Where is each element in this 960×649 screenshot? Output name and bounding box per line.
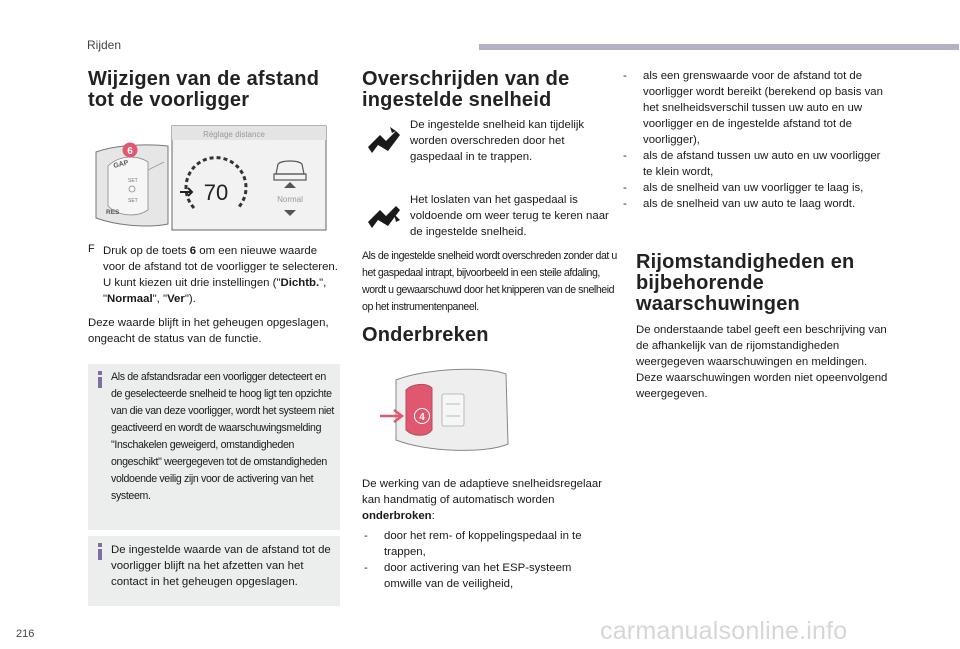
accelerator-press-icon	[366, 125, 402, 155]
interrupt-intro: De werking van de adaptieve snelheidsregelaar kan handmatig of automatisch worden onderbroken:	[362, 478, 602, 522]
stalk-label-set-plus: SET	[128, 178, 138, 184]
overspeed-note: Als de ingestelde snelheid wordt overschreden zonder dat u het gaspedaal intrapt, bijvoorbeeld in een steile afdaling, wordt u gewaarschuwd door het knipperen van de snelheid op het instrumentenpaneel.	[362, 250, 617, 313]
info-box-memory	[88, 536, 340, 606]
step-text-prefix: Druk op de toets	[103, 245, 190, 257]
info-icon	[95, 543, 105, 560]
section-label: Rijden	[87, 38, 122, 52]
list-item: - als de afstand tussen uw auto en uw voorligger te klein wordt,	[621, 148, 889, 180]
col1-paragraph: Deze waarde blijft in het geheugen opgeslagen, ongeacht de status van de functie.	[88, 317, 329, 345]
interrupt-figure	[376, 360, 516, 458]
speed-value: 70	[203, 180, 229, 205]
screen-mode: Normal	[277, 195, 303, 204]
interrupt-bold: onderbroken	[362, 510, 432, 522]
info-icon	[95, 371, 105, 388]
display-screen	[172, 126, 326, 230]
interrupt-title: Onderbreken	[362, 324, 489, 346]
watermark: carmanualsonline.info	[600, 617, 848, 645]
option-ver: Ver	[167, 293, 185, 305]
page-number: 216	[16, 628, 35, 640]
step-arrow: F	[88, 243, 95, 255]
stalk-label-res: RES	[106, 209, 120, 216]
option-normaal: Normaal	[107, 293, 153, 305]
callout-4-label: 4	[419, 412, 425, 423]
step-key: 6	[189, 245, 197, 257]
list-item: - door activering van het ESP-systeem omwille van de veiligheid,	[362, 560, 612, 592]
step-instruction: F Druk op de toets 6 om een nieuwe waarde voor de afstand tot de voorligger te selecteren. U kunt kiezen uit drie instellingen ("Dichtb.", "Normaal", "Ver").	[88, 243, 338, 305]
interrupt-list	[362, 528, 612, 592]
distance-settings-figure	[88, 122, 332, 236]
col2-title: Overschrijden van de ingestelde snelheid	[362, 68, 570, 111]
screen-title: Réglage distance	[203, 130, 265, 139]
press-text: De ingestelde snelheid kan tijdelijk worden overschreden door het gaspedaal in te trappen.	[410, 119, 585, 163]
step-text-mid: om een nieuwe waarde voor de afstand tot de voorligger te selecteren. U kunt kiezen uit drie instellingen ("	[103, 245, 338, 289]
col3-paragraph: De onderstaande tabel geeft een beschrijving van de afhankelijk van de rijomstandigheden weergegeven waarschuwingen en meldingen. Deze waarschuwingen worden niet opeenvolgend weergegeven.	[636, 324, 888, 400]
header-bar	[479, 44, 959, 50]
interrupt-list-continued	[621, 68, 889, 212]
accelerator-release-icon	[366, 200, 402, 230]
info-box-radar-text: Als de afstandsradar een voorligger detecteert en de geselecteerde snelheid te hoog ligt ten opzichte van die van deze voorligger, wordt het systeem niet geactiveerd en wordt de waarschuwingsmelding "Inschakelen geweigerd, omstandigheden ongeschikt" weergegeven tot de omstandigheden voldoende veilig zijn voor de activering van het systeem.	[111, 371, 334, 502]
col3-title: Rijomstandigheden en bijbehorende waarschuwingen	[636, 251, 855, 315]
option-dichtb: Dichtb.	[280, 277, 320, 289]
stalk-label-gap: GAP	[112, 159, 130, 170]
info-box-radar	[88, 364, 340, 530]
list-item: - als de snelheid van uw voorligger te laag is,	[621, 180, 889, 196]
release-text: Het loslaten van het gaspedaal is voldoende om weer terug te keren naar de ingestelde snelheid.	[410, 194, 609, 238]
col1-title: Wijzigen van de afstand tot de voorligger	[88, 68, 320, 111]
stalk-label-set-minus: SET	[128, 198, 138, 204]
callout-6-label: 6	[127, 146, 133, 157]
info-box-memory-text: De ingestelde waarde van de afstand tot de voorligger blijft na het afzetten van het contact in het geheugen opgeslagen.	[111, 544, 331, 588]
list-item: - als een grenswaarde voor de afstand tot de voorligger wordt bereikt (berekend op basis van het snelheidsverschil tussen uw auto en uw voorligger en de ingestelde afstand tot de voorligger),	[621, 68, 889, 148]
list-item: - als de snelheid van uw auto te laag wordt.	[621, 196, 889, 212]
list-item: - door het rem- of koppelingspedaal in te trappen,	[362, 528, 612, 560]
